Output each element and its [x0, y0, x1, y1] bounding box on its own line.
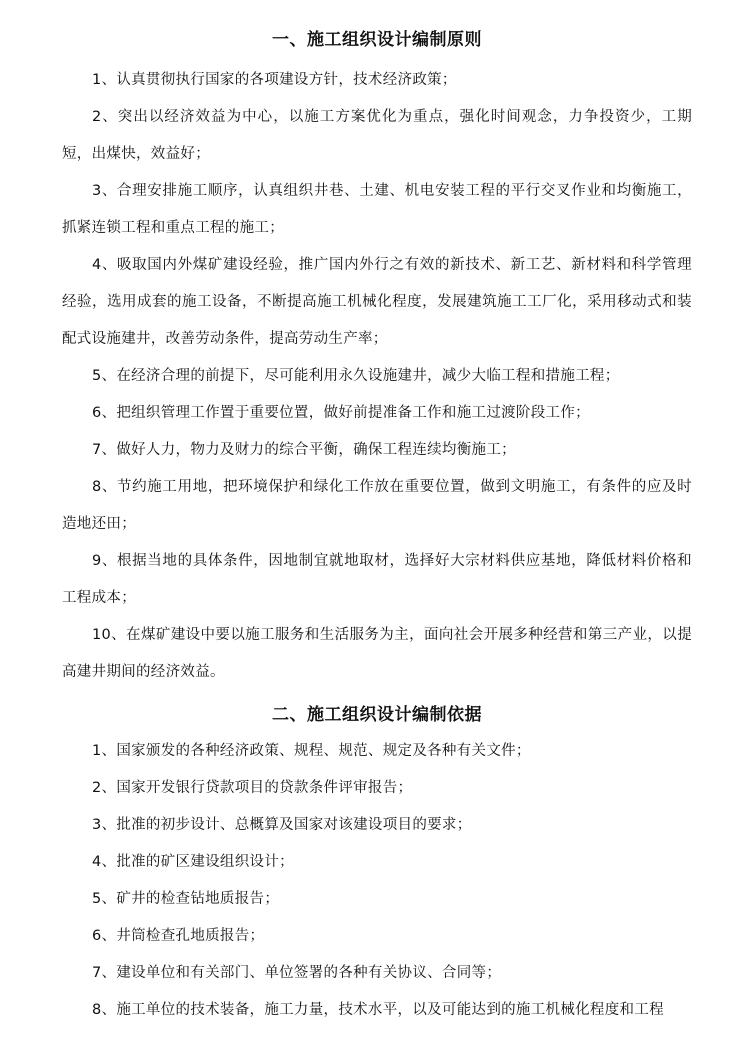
basis-item: 8、施工单位的技术装备，施工力量，技术水平，以及可能达到的施工机械化程度和工程 [92, 1002, 664, 1018]
basis-item: 7、建设单位和有关部门、单位签署的各种有关协议、合同等； [92, 965, 502, 981]
principle-item: 6、把组织管理工作置于重要位置，做好前提准备工作和施工过渡阶段工作； [92, 405, 590, 421]
principle-item: 2、突出以经济效益为中心，以施工方案优化为重点，强化时间观念，力争投资少，工期短，出煤快，效益好； [62, 109, 692, 162]
section-title-basis: 二、施工组织设计编制依据 [272, 705, 482, 725]
basis-item: 4、批准的矿区建设组织设计； [92, 854, 294, 870]
principle-item: 4、吸取国内外煤矿建设经验，推广国内外行之有效的新技术、新工艺、新材料和科学管理经验，选用成套的施工设备，不断提高施工机械化程度，发展建筑施工工厂化，采用移动式和装配式设施建井，改善劳动条件，提高劳动生产率； [62, 257, 692, 347]
basis-item: 2、国家开发银行贷款项目的贷款条件评审报告； [92, 780, 413, 796]
principle-item: 1、认真贯彻执行国家的各项建设方针，技术经济政策； [92, 72, 457, 88]
principle-item: 5、在经济合理的前提下，尽可能利用永久设施建井，减少大临工程和措施工程； [92, 368, 620, 384]
basis-item: 3、批准的初步设计、总概算及国家对该建设项目的要求； [92, 817, 472, 833]
section-body-basis [62, 733, 692, 1029]
principle-item: 10、在煤矿建设中要以施工服务和生活服务为主，面向社会开展多种经营和第三产业，以提高建井期间的经济效益。 [62, 627, 692, 680]
principle-item: 7、做好人力，物力及财力的综合平衡，确保工程连续均衡施工； [92, 442, 516, 458]
basis-item: 1、国家颁发的各种经济政策、规程、规范、规定及各种有关文件； [92, 743, 531, 759]
section-body-principles [62, 62, 692, 691]
principle-item: 9、根据当地的具体条件，因地制宜就地取材，选择好大宗材料供应基地，降低材料价格和工程成本； [62, 553, 692, 606]
section-title-principles: 一、施工组织设计编制原则 [272, 30, 482, 50]
principle-item: 8、节约施工用地，把环境保护和绿化工作放在重要位置，做到文明施工，有条件的应及时造地还田； [62, 479, 692, 532]
principle-item: 3、合理安排施工顺序，认真组织井巷、土建、机电安装工程的平行交叉作业和均衡施工，抓紧连锁工程和重点工程的施工； [62, 183, 692, 236]
basis-item: 6、井筒检查孔地质报告； [92, 928, 265, 944]
basis-item: 5、矿井的检查钻地质报告； [92, 891, 280, 907]
